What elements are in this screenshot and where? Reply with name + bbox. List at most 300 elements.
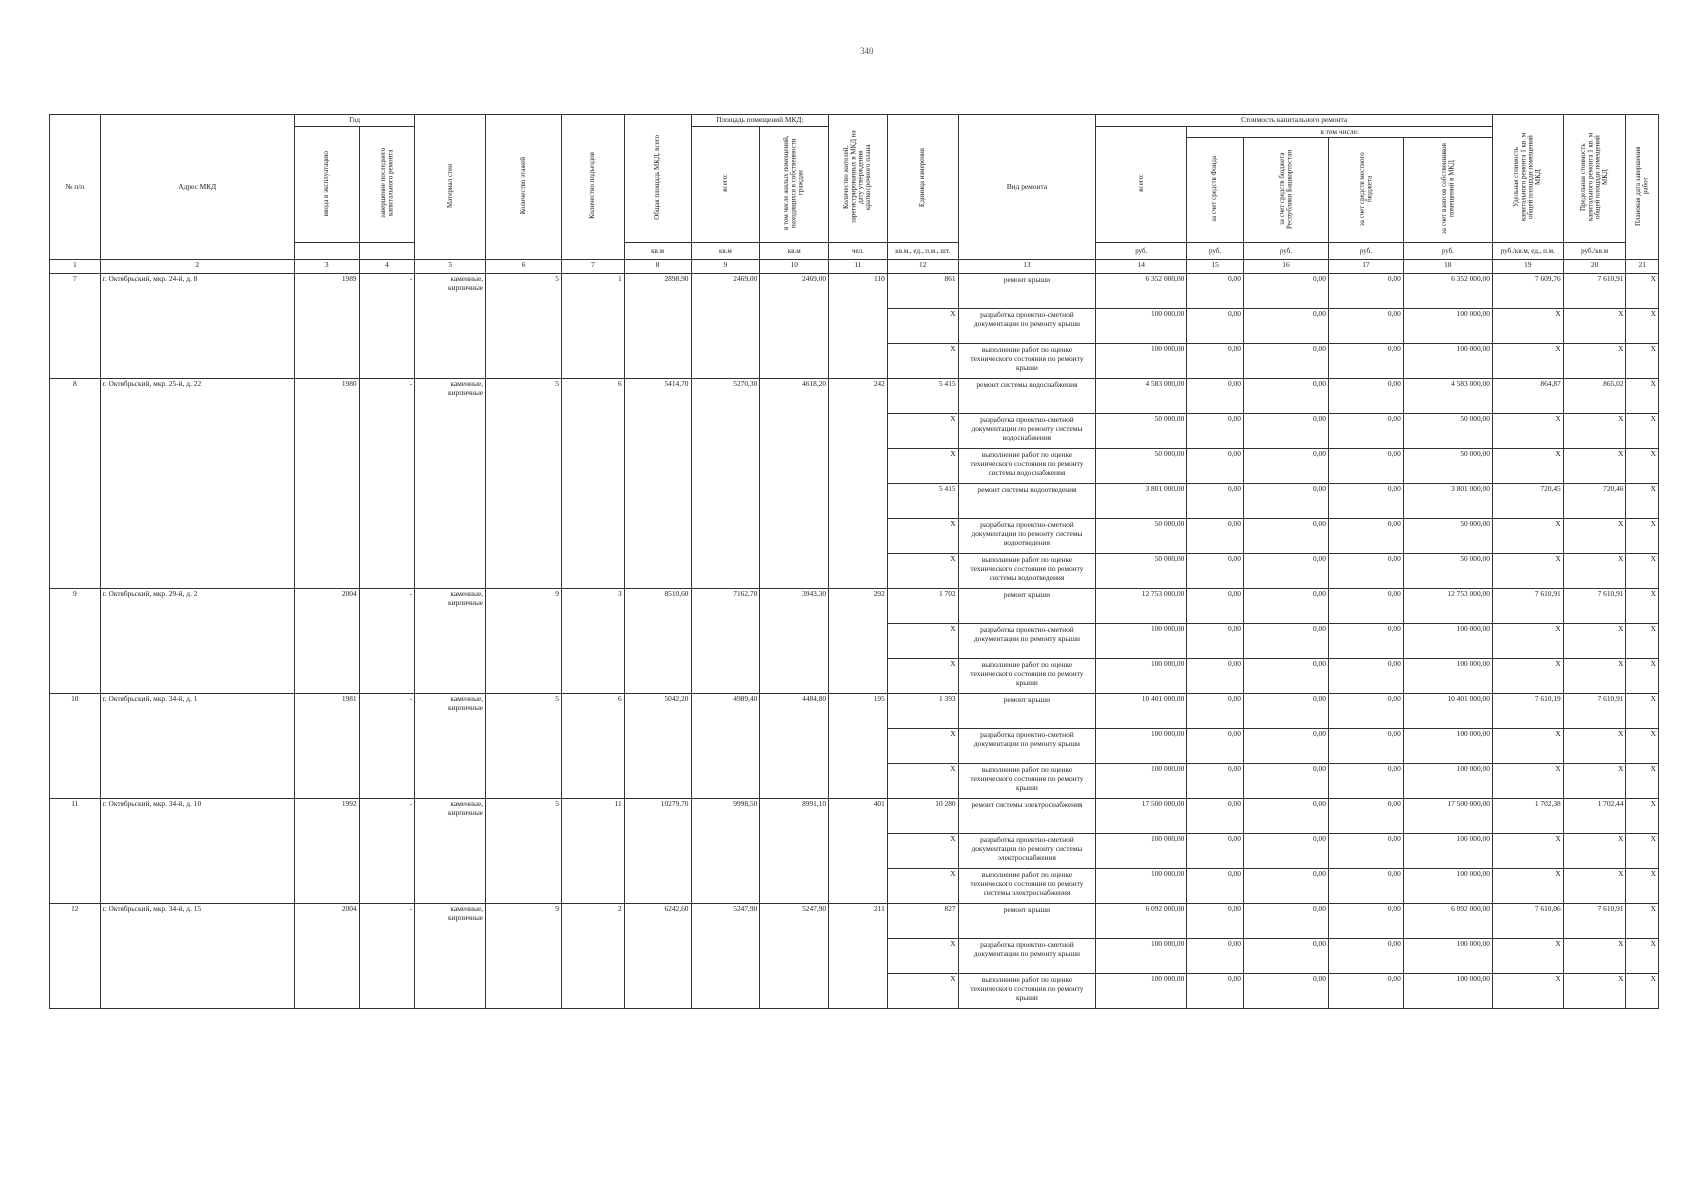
cost-fund: 0,00	[1187, 624, 1244, 659]
entrances-count: 3	[561, 589, 624, 694]
unit-premises-residential: кв.м	[760, 243, 829, 260]
cost-owners: 17 500 000,00	[1403, 799, 1492, 834]
max-cost: X	[1563, 974, 1626, 1009]
total-area: 6242,60	[624, 904, 691, 1009]
residents-count: 195	[829, 694, 888, 799]
cost-local: 0,00	[1328, 799, 1403, 834]
cost-fund: 0,00	[1187, 589, 1244, 624]
year-built: 2004	[294, 904, 359, 1009]
header-cost-including: в том числе:	[1187, 126, 1493, 138]
residents-count: 110	[829, 274, 888, 379]
cost-republic: 0,00	[1243, 939, 1328, 974]
cost-total: 100 000,00	[1096, 344, 1187, 379]
cost-fund: 0,00	[1187, 869, 1244, 904]
cost-owners: 50 000,00	[1403, 414, 1492, 449]
cost-total: 6 092 000,00	[1096, 904, 1187, 939]
cost-local: 0,00	[1328, 274, 1403, 309]
repair-type: выполнение работ по оценке технического состояния по ремонту крыши	[958, 974, 1096, 1009]
cost-owners: 100 000,00	[1403, 764, 1492, 799]
col-num: 8	[624, 260, 691, 274]
repair-quantity: X	[887, 729, 958, 764]
entrances-count: 2	[561, 904, 624, 1009]
cost-fund: 0,00	[1187, 729, 1244, 764]
cost-fund: 0,00	[1187, 834, 1244, 869]
cost-fund: 0,00	[1187, 659, 1244, 694]
cost-owners: 100 000,00	[1403, 344, 1492, 379]
specific-cost: X	[1492, 869, 1563, 904]
unit-premises-total: кв.м	[691, 243, 760, 260]
cost-owners: 50 000,00	[1403, 449, 1492, 484]
cost-total: 10 401 000,00	[1096, 694, 1187, 729]
cost-local: 0,00	[1328, 554, 1403, 589]
premises-residential: 5247,90	[760, 904, 829, 1009]
cost-local: 0,00	[1328, 589, 1403, 624]
planned-date: X	[1626, 659, 1659, 694]
max-cost: X	[1563, 449, 1626, 484]
header-year-last-repair: завершение последнего капитального ремонта	[359, 126, 415, 243]
planned-date: X	[1626, 834, 1659, 869]
planned-date: X	[1626, 484, 1659, 519]
max-cost: X	[1563, 309, 1626, 344]
planned-date: X	[1626, 379, 1659, 414]
cost-republic: 0,00	[1243, 344, 1328, 379]
year-last-repair: -	[359, 694, 415, 799]
cost-republic: 0,00	[1243, 904, 1328, 939]
cost-republic: 0,00	[1243, 659, 1328, 694]
cost-local: 0,00	[1328, 414, 1403, 449]
cost-owners: 3 801 000,00	[1403, 484, 1492, 519]
cost-republic: 0,00	[1243, 974, 1328, 1009]
cost-republic: 0,00	[1243, 414, 1328, 449]
header-unit: Единица измерения	[887, 115, 958, 243]
repair-quantity: 5 415	[887, 379, 958, 414]
header-cost-owners: за счет взносов собственников помещений в МКД	[1403, 138, 1492, 243]
col-num: 16	[1243, 260, 1328, 274]
header-cost-group: Стоимость капитального ремонта	[1096, 115, 1493, 127]
cost-local: 0,00	[1328, 869, 1403, 904]
max-cost: 7 610,91	[1563, 694, 1626, 729]
max-cost: 865,02	[1563, 379, 1626, 414]
specific-cost: X	[1492, 414, 1563, 449]
specific-cost: X	[1492, 729, 1563, 764]
house-address: г. Октябрьский, мкр. 34-й, д. 15	[100, 904, 294, 1009]
year-last-repair: -	[359, 274, 415, 379]
unit-cost-fund: руб.	[1187, 243, 1244, 260]
cost-owners: 100 000,00	[1403, 624, 1492, 659]
planned-date: X	[1626, 904, 1659, 939]
planned-date: X	[1626, 694, 1659, 729]
year-built: 1989	[294, 274, 359, 379]
unit-measure: кв.м., ед., п.м., шт.	[887, 243, 958, 260]
col-num: 11	[829, 260, 888, 274]
table-row	[50, 694, 1659, 729]
header-premises-total: всего:	[691, 126, 760, 243]
cost-local: 0,00	[1328, 729, 1403, 764]
repair-quantity: X	[887, 974, 958, 1009]
cost-owners: 100 000,00	[1403, 869, 1492, 904]
unit-cost-owners: руб.	[1403, 243, 1492, 260]
cost-total: 100 000,00	[1096, 834, 1187, 869]
max-cost: X	[1563, 939, 1626, 974]
year-last-repair: -	[359, 589, 415, 694]
entrances-count: 6	[561, 694, 624, 799]
cost-owners: 100 000,00	[1403, 834, 1492, 869]
repair-type: ремонт крыши	[958, 589, 1096, 624]
max-cost: 1 702,44	[1563, 799, 1626, 834]
specific-cost: X	[1492, 764, 1563, 799]
cost-owners: 4 583 000,00	[1403, 379, 1492, 414]
cost-total: 50 000,00	[1096, 519, 1187, 554]
cost-local: 0,00	[1328, 939, 1403, 974]
repair-type: разработка проектно-сметной документации по ремонту крыши	[958, 309, 1096, 344]
max-cost: 7 610,91	[1563, 589, 1626, 624]
header-residents: Количество жителей, зарегистрированных в МКД на дату утверждения краткосрочного плана	[829, 115, 888, 243]
col-num: 4	[359, 260, 415, 274]
cost-local: 0,00	[1328, 344, 1403, 379]
cost-fund: 0,00	[1187, 904, 1244, 939]
cost-local: 0,00	[1328, 449, 1403, 484]
specific-cost: 1 702,38	[1492, 799, 1563, 834]
planned-date: X	[1626, 974, 1659, 1009]
unit-residents: чел.	[829, 243, 888, 260]
cost-fund: 0,00	[1187, 764, 1244, 799]
year-built: 1981	[294, 694, 359, 799]
cost-local: 0,00	[1328, 974, 1403, 1009]
cost-local: 0,00	[1328, 659, 1403, 694]
premises-total: 2469,00	[691, 274, 760, 379]
planned-date: X	[1626, 519, 1659, 554]
specific-cost: X	[1492, 939, 1563, 974]
cost-total: 4 583 000,00	[1096, 379, 1187, 414]
planned-date: X	[1626, 799, 1659, 834]
residents-count: 401	[829, 799, 888, 904]
col-num: 18	[1403, 260, 1492, 274]
cost-local: 0,00	[1328, 309, 1403, 344]
cost-local: 0,00	[1328, 519, 1403, 554]
cost-owners: 6 092 000,00	[1403, 904, 1492, 939]
planned-date: X	[1626, 274, 1659, 309]
unit-cost-local: руб.	[1328, 243, 1403, 260]
col-num: 7	[561, 260, 624, 274]
header-total-area: Общая площадь МКД, всего	[624, 115, 691, 243]
floors-count: 5	[486, 274, 562, 379]
house-address: г. Октябрьский, мкр. 24-й, д. 8	[100, 274, 294, 379]
premises-residential: 4618,20	[760, 379, 829, 589]
planned-date: X	[1626, 939, 1659, 974]
cost-fund: 0,00	[1187, 414, 1244, 449]
repair-quantity: 827	[887, 904, 958, 939]
col-num: 12	[887, 260, 958, 274]
year-last-repair: -	[359, 379, 415, 589]
cost-republic: 0,00	[1243, 554, 1328, 589]
header-entrances: Количество подъездов	[561, 115, 624, 260]
header-cost-total: всего:	[1096, 126, 1187, 243]
max-cost: X	[1563, 729, 1626, 764]
cost-republic: 0,00	[1243, 484, 1328, 519]
cost-total: 50 000,00	[1096, 554, 1187, 589]
col-num: 17	[1328, 260, 1403, 274]
premises-total: 7162,70	[691, 589, 760, 694]
house-number: 10	[50, 694, 101, 799]
unit-total-area: кв.м	[624, 243, 691, 260]
repair-quantity: X	[887, 519, 958, 554]
repair-type: разработка проектно-сметной документации по ремонту крыши	[958, 624, 1096, 659]
header-wall-material: Материал стен	[415, 115, 486, 260]
col-num: 1	[50, 260, 101, 274]
table-row	[50, 904, 1659, 939]
col-num: 15	[1187, 260, 1244, 274]
cost-local: 0,00	[1328, 694, 1403, 729]
year-built: 2004	[294, 589, 359, 694]
house-address: г. Октябрьский, мкр. 34-й, д. 10	[100, 799, 294, 904]
premises-residential: 2469,00	[760, 274, 829, 379]
repair-type: ремонт системы электроснабжения	[958, 799, 1096, 834]
specific-cost: 7 610,19	[1492, 694, 1563, 729]
table-row	[50, 589, 1659, 624]
repair-type: выполнение работ по оценке технического состояния по ремонту системы водоотведения	[958, 554, 1096, 589]
col-num: 3	[294, 260, 359, 274]
repair-type: ремонт крыши	[958, 274, 1096, 309]
floors-count: 9	[486, 904, 562, 1009]
repair-type: ремонт системы водоснабжения	[958, 379, 1096, 414]
repair-type: выполнение работ по оценке технического состояния по ремонту крыши	[958, 344, 1096, 379]
header-cost-fund: за счет средств Фонда	[1187, 138, 1244, 243]
header-repair-type: Вид ремонта	[958, 115, 1096, 260]
repair-quantity: X	[887, 624, 958, 659]
cost-total: 12 753 000,00	[1096, 589, 1187, 624]
table-row	[50, 379, 1659, 414]
entrances-count: 1	[561, 274, 624, 379]
floors-count: 5	[486, 799, 562, 904]
unit-year-last-repair	[359, 243, 415, 260]
repair-type: ремонт крыши	[958, 694, 1096, 729]
cost-republic: 0,00	[1243, 834, 1328, 869]
col-num: 9	[691, 260, 760, 274]
cost-republic: 0,00	[1243, 274, 1328, 309]
cost-owners: 50 000,00	[1403, 554, 1492, 589]
cost-republic: 0,00	[1243, 869, 1328, 904]
max-cost: 720,46	[1563, 484, 1626, 519]
repair-quantity: X	[887, 554, 958, 589]
col-num: 20	[1563, 260, 1626, 274]
cost-fund: 0,00	[1187, 484, 1244, 519]
cost-total: 17 500 000,00	[1096, 799, 1187, 834]
total-area: 10279,70	[624, 799, 691, 904]
max-cost: X	[1563, 344, 1626, 379]
repair-type: ремонт крыши	[958, 904, 1096, 939]
cost-total: 100 000,00	[1096, 939, 1187, 974]
wall-material: каменные, кирпичные	[415, 694, 486, 799]
unit-cost-republic: руб.	[1243, 243, 1328, 260]
cost-republic: 0,00	[1243, 729, 1328, 764]
total-area: 2898,90	[624, 274, 691, 379]
cost-fund: 0,00	[1187, 309, 1244, 344]
repair-quantity: X	[887, 449, 958, 484]
cost-owners: 100 000,00	[1403, 729, 1492, 764]
header-no: № п/п	[50, 115, 101, 260]
cost-total: 100 000,00	[1096, 659, 1187, 694]
unit-specific-cost: руб./кв.м, ед., п.м.	[1492, 243, 1563, 260]
max-cost: 7 610,91	[1563, 274, 1626, 309]
col-num: 21	[1626, 260, 1659, 274]
planned-date: X	[1626, 869, 1659, 904]
cost-republic: 0,00	[1243, 694, 1328, 729]
floors-count: 5	[486, 694, 562, 799]
header-floors: Количество этажей	[486, 115, 562, 260]
premises-total: 4989,40	[691, 694, 760, 799]
col-num: 2	[100, 260, 294, 274]
specific-cost: 7 610,06	[1492, 904, 1563, 939]
max-cost: X	[1563, 659, 1626, 694]
repair-type: ремонт системы водоотведения	[958, 484, 1096, 519]
premises-residential: 3943,30	[760, 589, 829, 694]
specific-cost: X	[1492, 449, 1563, 484]
header-cost-republic: за счет средств бюджета Республики Башкортостан	[1243, 138, 1328, 243]
col-num: 6	[486, 260, 562, 274]
repair-type: выполнение работ по оценке технического состояния по ремонту крыши	[958, 764, 1096, 799]
max-cost: X	[1563, 414, 1626, 449]
total-area: 5414,70	[624, 379, 691, 589]
repair-quantity: 1 393	[887, 694, 958, 729]
year-last-repair: -	[359, 904, 415, 1009]
unit-max-cost: руб./кв.м	[1563, 243, 1626, 260]
planned-date: X	[1626, 344, 1659, 379]
planned-date: X	[1626, 414, 1659, 449]
repair-quantity: X	[887, 414, 958, 449]
repair-type: разработка проектно-сметной документации по ремонту крыши	[958, 729, 1096, 764]
cost-total: 50 000,00	[1096, 414, 1187, 449]
cost-republic: 0,00	[1243, 309, 1328, 344]
planned-date: X	[1626, 449, 1659, 484]
total-area: 5042,20	[624, 694, 691, 799]
premises-total: 5247,90	[691, 904, 760, 1009]
house-number: 7	[50, 274, 101, 379]
repair-type: выполнение работ по оценке технического состояния по ремонту системы электроснабжения	[958, 869, 1096, 904]
header-row-1	[50, 115, 1659, 127]
repair-type: разработка проектно-сметной документации по ремонту системы электроснабжения	[958, 834, 1096, 869]
repair-type: разработка проектно-сметной документации по ремонту системы водоотведения	[958, 519, 1096, 554]
cost-fund: 0,00	[1187, 974, 1244, 1009]
cost-owners: 10 401 000,00	[1403, 694, 1492, 729]
cost-fund: 0,00	[1187, 939, 1244, 974]
cost-republic: 0,00	[1243, 799, 1328, 834]
floors-count: 5	[486, 379, 562, 589]
cost-owners: 100 000,00	[1403, 974, 1492, 1009]
residents-count: 211	[829, 904, 888, 1009]
wall-material: каменные, кирпичные	[415, 589, 486, 694]
column-numbers-row	[50, 260, 1659, 274]
house-address: г. Октябрьский, мкр. 34-й, д. 1	[100, 694, 294, 799]
specific-cost: 7 609,76	[1492, 274, 1563, 309]
repair-type: выполнение работ по оценке технического состояния по ремонту крыши	[958, 659, 1096, 694]
max-cost: X	[1563, 554, 1626, 589]
header-premises-area: Площадь помещений МКД:	[691, 115, 829, 127]
col-num: 14	[1096, 260, 1187, 274]
planned-date: X	[1626, 589, 1659, 624]
table-row	[50, 799, 1659, 834]
header-year-group: Год	[294, 115, 414, 127]
header-address: Адрес МКД	[100, 115, 294, 260]
repair-quantity: 5 415	[887, 484, 958, 519]
header-specific-cost: Удельная стоимость капитального ремонта 1 кв. м общей площади помещений МКД	[1492, 115, 1563, 243]
cost-total: 100 000,00	[1096, 309, 1187, 344]
cost-republic: 0,00	[1243, 379, 1328, 414]
entrances-count: 6	[561, 379, 624, 589]
page-number: 340	[860, 46, 874, 56]
cost-fund: 0,00	[1187, 274, 1244, 309]
cost-republic: 0,00	[1243, 624, 1328, 659]
repair-quantity: X	[887, 939, 958, 974]
cost-total: 6 352 000,00	[1096, 274, 1187, 309]
col-num: 13	[958, 260, 1096, 274]
planned-date: X	[1626, 764, 1659, 799]
max-cost: X	[1563, 764, 1626, 799]
cost-republic: 0,00	[1243, 519, 1328, 554]
specific-cost: 7 610,91	[1492, 589, 1563, 624]
specific-cost: X	[1492, 344, 1563, 379]
cost-owners: 12 753 000,00	[1403, 589, 1492, 624]
table-row	[50, 274, 1659, 309]
cost-total: 100 000,00	[1096, 624, 1187, 659]
repair-type: разработка проектно-сметной документации по ремонту системы водоснабжения	[958, 414, 1096, 449]
repair-type: разработка проектно-сметной документации по ремонту крыши	[958, 939, 1096, 974]
cost-republic: 0,00	[1243, 449, 1328, 484]
cost-total: 100 000,00	[1096, 764, 1187, 799]
cost-republic: 0,00	[1243, 764, 1328, 799]
cost-fund: 0,00	[1187, 379, 1244, 414]
repair-quantity: X	[887, 309, 958, 344]
repair-quantity: X	[887, 834, 958, 869]
repair-type: выполнение работ по оценке технического состояния по ремонту системы водоснабжения	[958, 449, 1096, 484]
planned-date: X	[1626, 624, 1659, 659]
cost-total: 100 000,00	[1096, 869, 1187, 904]
wall-material: каменные, кирпичные	[415, 379, 486, 589]
house-address: г. Октябрьский, мкр. 25-й, д. 22	[100, 379, 294, 589]
premises-total: 9998,50	[691, 799, 760, 904]
cost-local: 0,00	[1328, 904, 1403, 939]
house-number: 8	[50, 379, 101, 589]
specific-cost: X	[1492, 834, 1563, 869]
cost-total: 100 000,00	[1096, 729, 1187, 764]
table-body	[50, 274, 1659, 1009]
premises-residential: 8991,10	[760, 799, 829, 904]
planned-date: X	[1626, 554, 1659, 589]
residents-count: 242	[829, 379, 888, 589]
unit-cost-total: руб.	[1096, 243, 1187, 260]
repair-quantity: X	[887, 764, 958, 799]
repair-plan-table	[49, 114, 1659, 1009]
cost-republic: 0,00	[1243, 589, 1328, 624]
repair-quantity: X	[887, 344, 958, 379]
year-last-repair: -	[359, 799, 415, 904]
col-num: 5	[415, 260, 486, 274]
planned-date: X	[1626, 309, 1659, 344]
house-address: г. Октябрьский, мкр. 29-й, д. 2	[100, 589, 294, 694]
max-cost: X	[1563, 519, 1626, 554]
cost-total: 50 000,00	[1096, 449, 1187, 484]
header-max-cost: Предельная стоимость капитального ремонта 1 кв. м общей площади помещений МКД	[1563, 115, 1626, 243]
cost-owners: 50 000,00	[1403, 519, 1492, 554]
specific-cost: X	[1492, 554, 1563, 589]
max-cost: X	[1563, 834, 1626, 869]
repair-quantity: X	[887, 659, 958, 694]
house-number: 9	[50, 589, 101, 694]
cost-local: 0,00	[1328, 624, 1403, 659]
cost-owners: 6 352 000,00	[1403, 274, 1492, 309]
floors-count: 9	[486, 589, 562, 694]
max-cost: X	[1563, 869, 1626, 904]
cost-owners: 100 000,00	[1403, 309, 1492, 344]
